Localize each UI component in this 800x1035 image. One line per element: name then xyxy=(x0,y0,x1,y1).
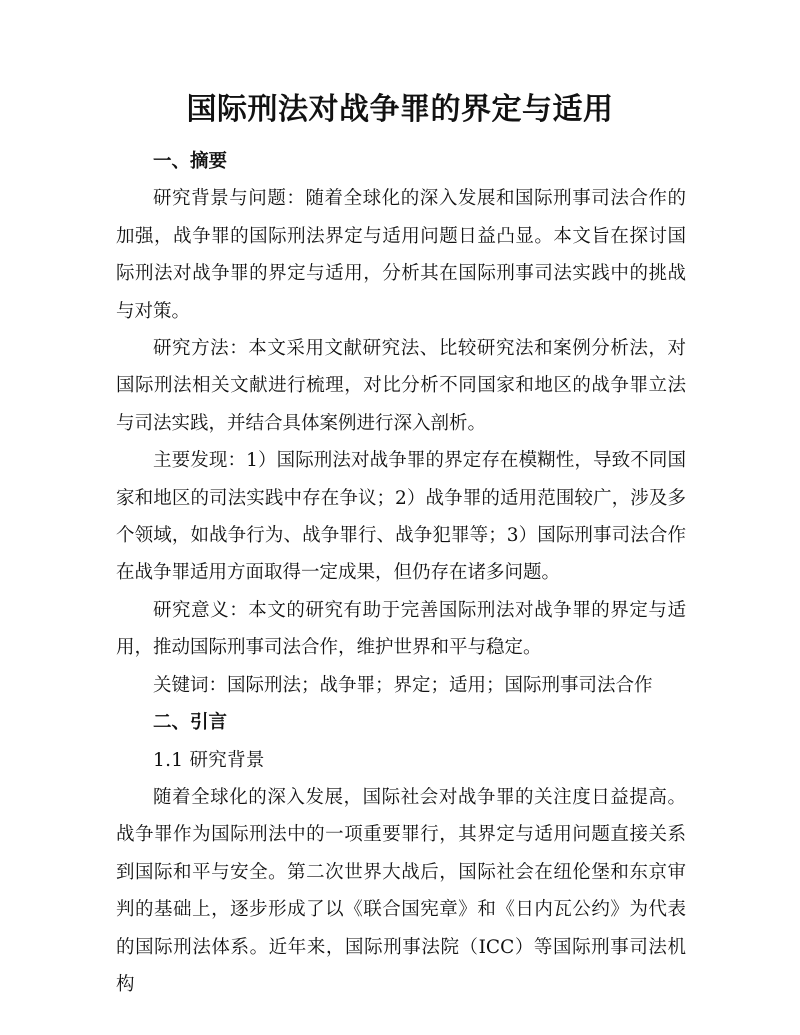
abstract-paragraph-background: 研究背景与问题：随着全球化的深入发展和国际刑事司法合作的加强，战争罪的国际刑法界定与适用问题日益凸显。本文旨在探讨国际刑法对战争罪的界定与适用，分析其在国际刑事司法实践中的挑战与对策。 xyxy=(116,188,686,322)
abstract-paragraph-findings: 主要发现：1）国际刑法对战争罪的界定存在模糊性，导致不同国家和地区的司法实践中存在争议；2）战争罪的适用范围较广，涉及多个领域，如战争行为、战争罪行、战争犯罪等；3）国际刑事司法合作在战争罪适用方面取得一定成果，但仍存在诸多问题。 xyxy=(116,450,686,584)
introduction-paragraph: 随着全球化的深入发展，国际社会对战争罪的关注度日益提高。战争罪作为国际刑法中的一项重要罪行，其界定与适用问题直接关系到国际和平与安全。第二次世界大战后，国际社会在纽伦堡和东京审判的基础上，逐步形成了以《联合国宪章》和《日内瓦公约》为代表的国际刑法体系。近年来，国际刑事法院（ICC）等国际刑事司法机构 xyxy=(116,786,686,995)
introduction-subheading: 1.1 研究背景 xyxy=(153,749,265,771)
document-title: 国际刑法对战争罪的界定与适用 xyxy=(186,92,614,127)
keywords-line: 关键词：国际刑法；战争罪；界定；适用；国际刑事司法合作 xyxy=(153,674,653,696)
abstract-paragraph-method: 研究方法：本文采用文献研究法、比较研究法和案例分析法，对国际刑法相关文献进行梳理，对比分析不同国家和地区的战争罪立法与司法实践，并结合具体案例进行深入剖析。 xyxy=(116,338,686,434)
abstract-paragraph-significance: 研究意义：本文的研究有助于完善国际刑法对战争罪的界定与适用，推动国际刑事司法合作，维护世界和平与稳定。 xyxy=(116,599,686,659)
introduction-heading: 二、引言 xyxy=(153,712,228,734)
abstract-heading: 一、摘要 xyxy=(153,151,228,172)
document-body xyxy=(116,143,686,1003)
